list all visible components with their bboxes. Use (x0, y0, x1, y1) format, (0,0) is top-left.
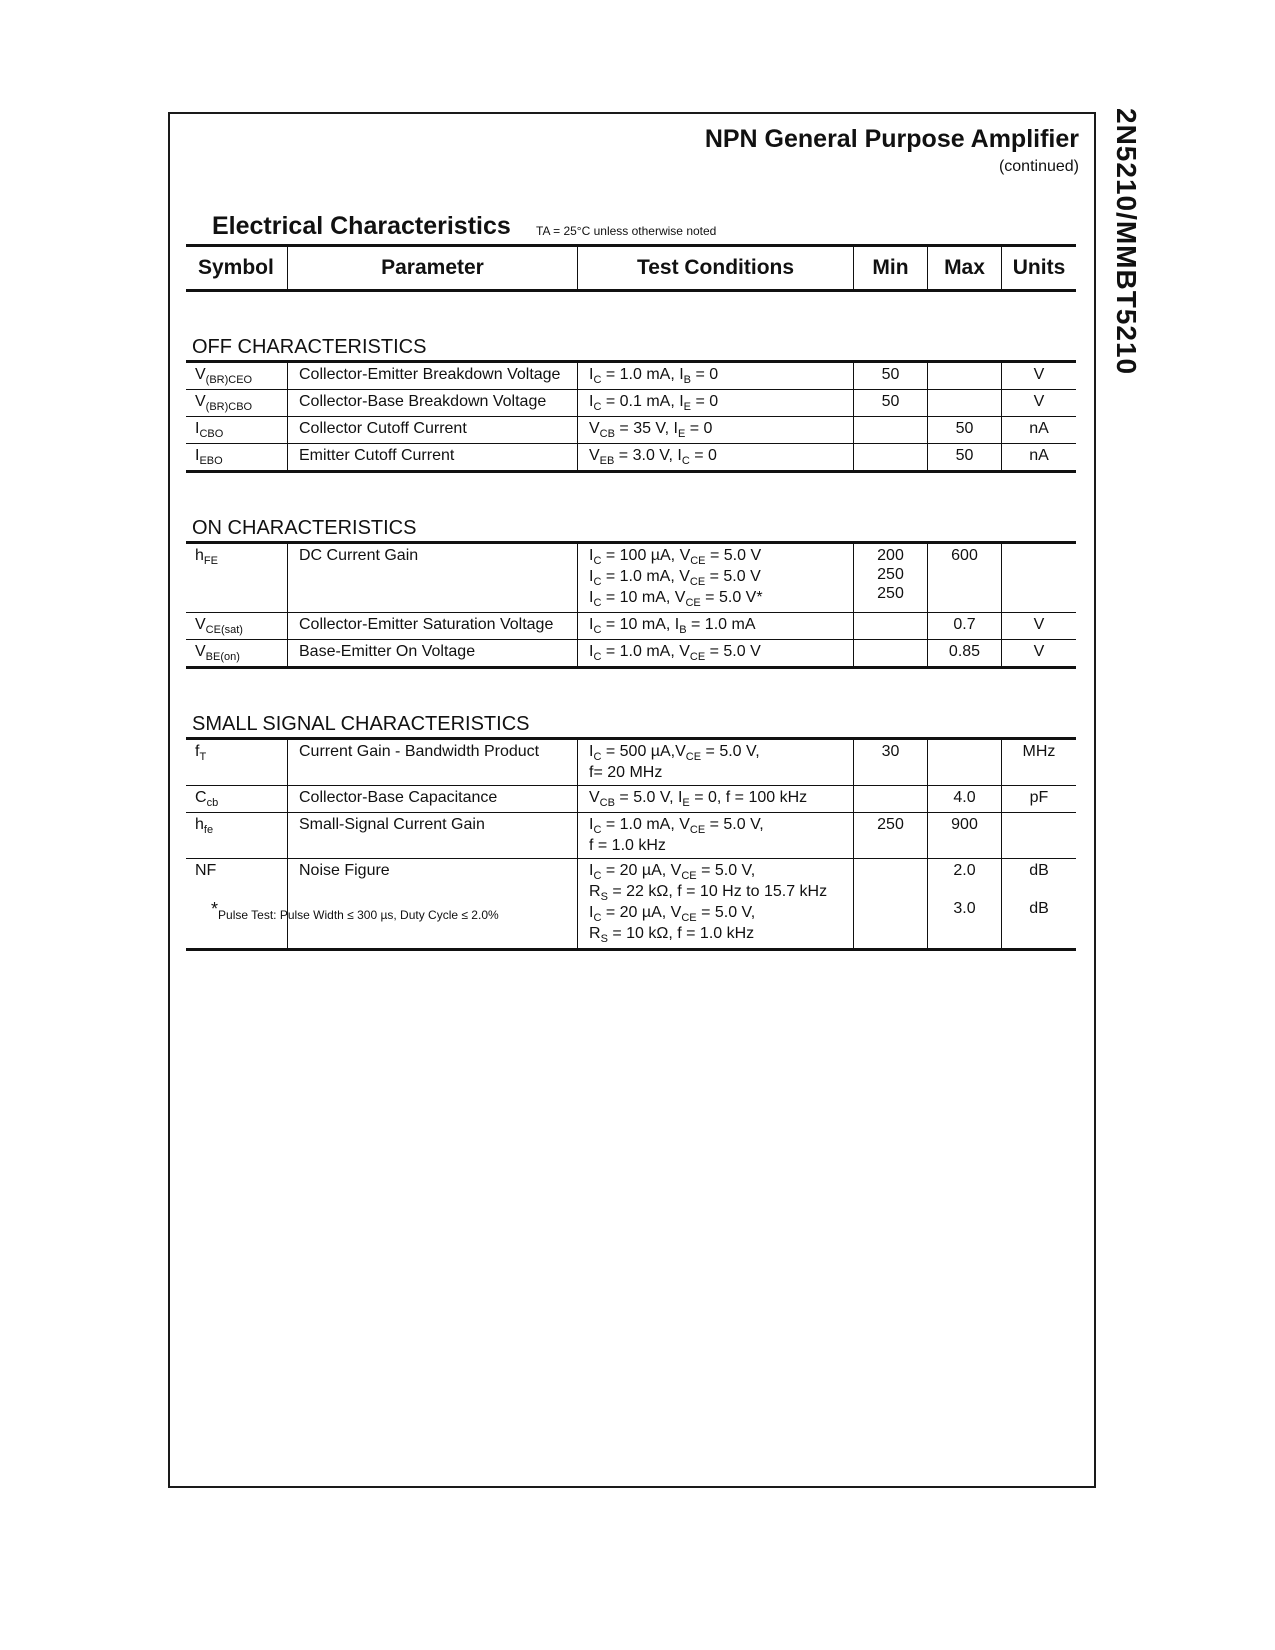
symbol-subscript: CBO (199, 428, 224, 440)
cell-units-line: dB (1029, 900, 1049, 917)
cell-parameter: Collector-Base Capacitance (288, 786, 578, 812)
cell-max (928, 859, 1002, 948)
cell-conditions (578, 740, 854, 785)
cell-units-line (1002, 918, 1076, 937)
table-row (186, 544, 1076, 612)
symbol-subscript: T (199, 751, 207, 763)
cell-conditions (578, 390, 854, 416)
cell-units-line: V (1033, 393, 1045, 410)
cell-max-line (928, 365, 1001, 384)
cell-parameter: Small-Signal Current Gain (288, 813, 578, 858)
cell-parameter: Emitter Cutoff Current (288, 444, 578, 470)
cell-parameter: Collector Cutoff Current (288, 417, 578, 443)
cell-symbol (186, 417, 288, 443)
cell-units (1002, 859, 1076, 948)
cell-min-line: 200 (877, 547, 904, 564)
cell-min (854, 813, 928, 858)
cell-conditions-line: $I_C = 1.0$ mA, $V_{CE} = 5.0$ V (589, 568, 761, 588)
symbol-subscript: BE(on) (205, 651, 240, 663)
cell-conditions-line: $I_C = 1.0$ mA, $I_B = 0$ (589, 366, 719, 386)
cell-conditions-line: $I_C = 0.1$ mA, $I_E = 0$ (589, 393, 719, 413)
symbol-subscript: FE (203, 555, 218, 567)
cell-conditions (578, 444, 854, 470)
cell-parameter: Collector-Emitter Breakdown Voltage (288, 363, 578, 389)
symbol-subscript: CE(sat) (205, 624, 243, 636)
cell-max-line: 900 (951, 816, 978, 833)
symbol-text: V (195, 616, 206, 633)
cell-max-line: 4.0 (953, 789, 976, 806)
footnote (211, 899, 499, 922)
cell-symbol (186, 613, 288, 639)
page-subtitle: (continued) (998, 158, 1079, 175)
cell-units-line: nA (1029, 447, 1049, 464)
cell-units (1002, 417, 1076, 443)
cell-min (854, 417, 928, 443)
cell-parameter: Base-Emitter On Voltage (288, 640, 578, 666)
cell-conditions-line: $I_C = 500$ $\mu A,V_{CE} = 5.0$ V, (589, 743, 760, 763)
cell-conditions-line: f = 1.0 kHz (589, 837, 666, 854)
cell-min (854, 740, 928, 785)
cell-units-line: MHz (1022, 743, 1056, 760)
heading-note: TA = 25°C unless otherwise noted (536, 224, 717, 238)
cell-symbol (186, 859, 288, 948)
cell-min (854, 859, 928, 948)
cell-conditions-line: $I_C = 100$ µA, $V_{CE} = 5.0$ V (589, 547, 762, 567)
symbol-text: f (195, 743, 200, 760)
cell-units (1002, 740, 1076, 785)
cell-min (854, 613, 928, 639)
table-row (186, 639, 1076, 666)
cell-units-line (1002, 880, 1076, 899)
cell-max-line: 3.0 (953, 900, 976, 917)
cell-conditions-line: $I_C = 1.0$ mA, $V_{CE} = 5.0$ V (589, 643, 761, 663)
cell-max-line: 2.0 (953, 862, 976, 879)
cell-conditions (578, 859, 854, 948)
cell-min (854, 544, 928, 612)
page-title: NPN General Purpose Amplifier (704, 125, 1079, 153)
symbol-text: V (195, 393, 206, 410)
cell-units (1002, 813, 1076, 858)
cell-min-line: 50 (881, 366, 900, 383)
col-units: Units (1012, 256, 1066, 279)
cell-conditions-line: $I_C = 10$ mA, $I_B = 1.0$ mA (589, 616, 756, 636)
cell-min-line: 50 (881, 393, 900, 410)
section-title: SMALL SIGNAL CHARACTERISTICS (192, 713, 530, 735)
cell-max (928, 444, 1002, 470)
symbol-subscript: fe (203, 824, 214, 836)
cell-conditions-line: $I_C = 20$ µA, $V_{CE} = 5.0$ V, (589, 904, 756, 924)
cell-symbol (186, 363, 288, 389)
cell-conditions (578, 544, 854, 612)
cell-symbol (186, 813, 288, 858)
cell-units-line: pF (1029, 789, 1049, 806)
table-row (186, 785, 1076, 812)
cell-max (928, 544, 1002, 612)
cell-units-line (1002, 815, 1076, 834)
col-test-conditions: Test Conditions (578, 247, 854, 289)
symbol-subscript: (BR)CBO (205, 401, 253, 413)
cell-conditions-line: $R_S = 22$ kΩ, f = 10 Hz to 15.7 kHz (589, 883, 828, 903)
cell-conditions (578, 363, 854, 389)
cell-conditions-line: $R_S = 10$ kΩ, f = 1.0 kHz (589, 925, 755, 945)
cell-max-line (928, 742, 1001, 761)
cell-units-line: dB (1029, 862, 1049, 879)
table-row (186, 363, 1076, 389)
cell-parameter: Current Gain - Bandwidth Product (288, 740, 578, 785)
section-spacer (186, 292, 1076, 334)
cell-conditions-line: $V_{EB} = 3.0$ V, $I_C = 0$ (589, 447, 717, 467)
section-rows (186, 541, 1076, 669)
cell-max-line (928, 584, 1001, 603)
section-spacer (186, 669, 1076, 711)
cell-min-line (854, 788, 927, 807)
section-rows (186, 360, 1076, 473)
col-symbol: Symbol (186, 247, 288, 289)
symbol-text: NF (195, 862, 217, 879)
cell-min (854, 363, 928, 389)
cell-max-line: 0.7 (953, 616, 976, 633)
table-body (186, 292, 1076, 951)
cell-max (928, 390, 1002, 416)
table-row (186, 389, 1076, 416)
section-title: OFF CHARACTERISTICS (192, 336, 427, 358)
cell-conditions (578, 813, 854, 858)
cell-max-line: 50 (955, 420, 974, 437)
symbol-text: V (195, 366, 206, 383)
table-header (186, 244, 1076, 292)
cell-symbol (186, 390, 288, 416)
cell-conditions (578, 640, 854, 666)
cell-units-line: V (1033, 616, 1045, 633)
symbol-subscript: (BR)CEO (205, 374, 253, 386)
cell-units (1002, 613, 1076, 639)
col-parameter: Parameter (288, 247, 578, 289)
cell-units-line (1002, 546, 1076, 565)
footnote-text: Pulse Test: Pulse Width ≤ 300 µs, Duty Cycle ≤ 2.0% (218, 908, 499, 922)
cell-max (928, 640, 1002, 666)
part-number-label: 2N5210/MMBT5210 (1111, 108, 1142, 376)
symbol-subscript: EBO (199, 455, 223, 467)
table-row (186, 416, 1076, 443)
cell-conditions-line: $I_C = 20$ µA, $V_{CE} = 5.0$ V, (589, 862, 756, 882)
cell-parameter: DC Current Gain (288, 544, 578, 612)
cell-units-line: V (1033, 366, 1045, 383)
symbol-text: I (195, 447, 200, 464)
symbol-text: h (195, 816, 204, 833)
cell-units (1002, 444, 1076, 470)
symbol-text: h (195, 547, 204, 564)
cell-conditions (578, 417, 854, 443)
cell-max-line (928, 565, 1001, 584)
cell-min-line (854, 419, 927, 438)
footnote-star: * (211, 899, 219, 919)
cell-conditions-line: $I_C = 10$ mA, $V_{CE} = 5.0$ V* (589, 589, 763, 609)
cell-max (928, 417, 1002, 443)
table-row (186, 812, 1076, 858)
table-row (186, 740, 1076, 785)
cell-symbol (186, 640, 288, 666)
cell-min-line (854, 861, 927, 880)
cell-min (854, 390, 928, 416)
cell-units-line: V (1033, 643, 1045, 660)
symbol-text: I (195, 420, 200, 437)
cell-min-line: 250 (877, 585, 904, 602)
cell-max-line: 600 (951, 547, 978, 564)
cell-conditions-line: $V_{CB} = 35$ V, $I_E = 0$ (589, 420, 713, 440)
cell-max-line: 50 (955, 447, 974, 464)
cell-conditions-line: $V_{CB} = 5.0$ V, $I_E = 0$, f = 100 kHz (589, 789, 808, 809)
cell-units-line: nA (1029, 420, 1049, 437)
characteristics-table (186, 244, 1076, 951)
section-heading: Electrical Characteristics (212, 212, 511, 240)
cell-units (1002, 544, 1076, 612)
cell-min (854, 640, 928, 666)
cell-min-line: 250 (877, 566, 904, 583)
cell-conditions (578, 786, 854, 812)
cell-min-line: 250 (877, 816, 904, 833)
table-row (186, 612, 1076, 639)
cell-parameter: Collector-Base Breakdown Voltage (288, 390, 578, 416)
cell-min-line (854, 642, 927, 661)
cell-symbol (186, 544, 288, 612)
section-title: ON CHARACTERISTICS (192, 517, 417, 539)
cell-conditions-line: $I_C = 1.0$ mA, $V_{CE} = 5.0$ V, (589, 816, 764, 836)
col-max: Max (928, 247, 1002, 289)
cell-max (928, 786, 1002, 812)
cell-min-line: 30 (881, 743, 900, 760)
col-min: Min (854, 247, 928, 289)
cell-min (854, 444, 928, 470)
cell-max (928, 613, 1002, 639)
cell-parameter: Noise Figure (288, 859, 578, 948)
cell-min-line (854, 446, 927, 465)
cell-symbol (186, 786, 288, 812)
cell-max (928, 740, 1002, 785)
cell-max (928, 813, 1002, 858)
cell-units (1002, 363, 1076, 389)
symbol-text: C (195, 789, 207, 806)
symbol-text: V (195, 643, 206, 660)
section-spacer (186, 473, 1076, 515)
cell-max-line (928, 918, 1001, 937)
cell-conditions-line: f= 20 MHz (589, 764, 663, 781)
cell-max-line: 0.85 (948, 643, 981, 660)
table-row (186, 443, 1076, 470)
cell-parameter: Collector-Emitter Saturation Voltage (288, 613, 578, 639)
cell-units (1002, 640, 1076, 666)
table-row (186, 858, 1076, 948)
cell-max-line (928, 392, 1001, 411)
cell-min (854, 786, 928, 812)
cell-max (928, 363, 1002, 389)
cell-min-line (854, 615, 927, 634)
cell-symbol (186, 444, 288, 470)
symbol-subscript: cb (206, 797, 219, 809)
cell-symbol (186, 740, 288, 785)
cell-units (1002, 390, 1076, 416)
cell-conditions (578, 613, 854, 639)
cell-max-line (928, 880, 1001, 899)
cell-units (1002, 786, 1076, 812)
